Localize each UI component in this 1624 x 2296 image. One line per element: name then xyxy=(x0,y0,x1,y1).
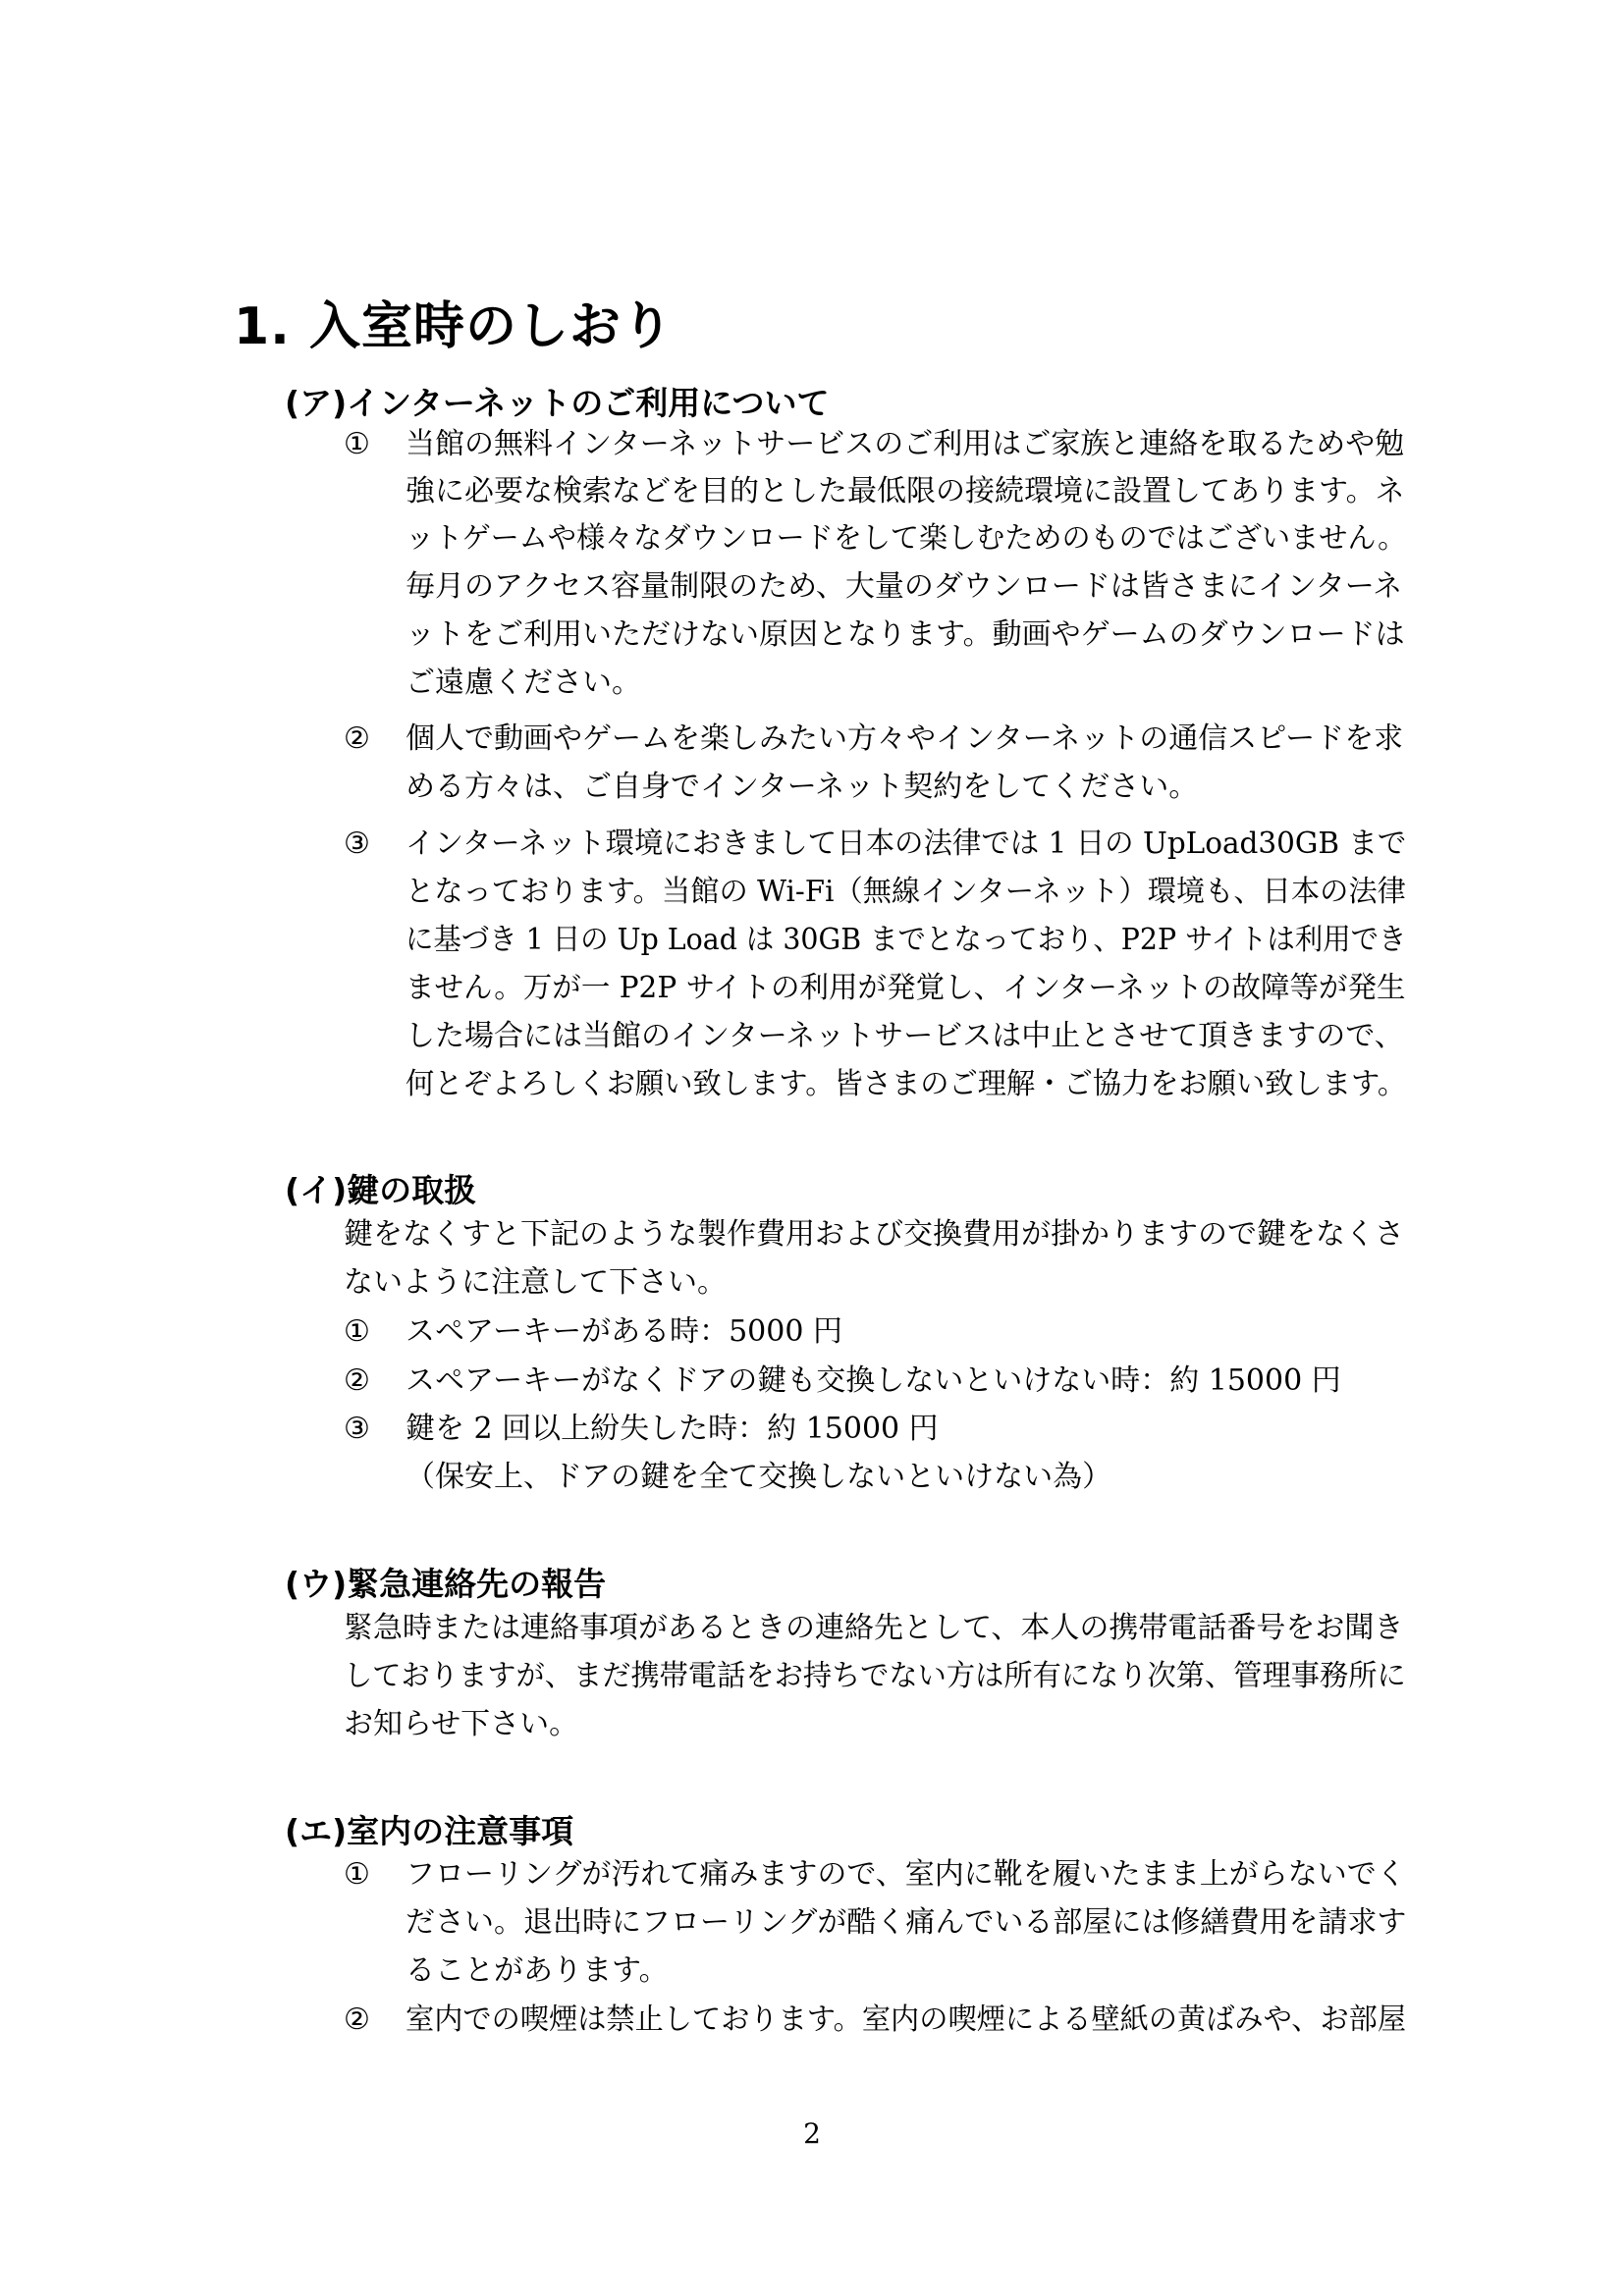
section-heading-emergency-contact: (ウ)緊急連絡先の報告 xyxy=(285,1565,607,1603)
text-line: ださい。退出時にフローリングが酷く痛んでいる部屋には修繕費用を請求す xyxy=(406,1905,1407,1940)
item-number: ① xyxy=(344,427,370,461)
section-heading-keys: (イ)鍵の取扱 xyxy=(285,1171,477,1209)
text-line: ットをご利用いただけない原因となります。動画やゲームのダウンロードは xyxy=(406,617,1405,652)
text-line: ットゲームや様々なダウンロードをして楽しむためのものではございません。 xyxy=(406,521,1407,556)
text-line: ご遠慮ください。 xyxy=(406,666,641,700)
text-line: スペアーキーがある時：5000 円 xyxy=(406,1314,842,1349)
text-line: となっております。当館の Wi-Fi（無線インターネット）環境も、日本の法律 xyxy=(406,875,1406,909)
text-line: 室内での喫煙は禁止しております。室内の喫煙による壁紙の黄ばみや、お部屋 xyxy=(406,2002,1407,2037)
text-line: （保安上、ドアの鍵を全て交換しないといけない為） xyxy=(406,1460,1112,1494)
item-number: ① xyxy=(344,1857,370,1892)
text-line: フローリングが汚れて痛みますので、室内に靴を履いたまま上がらないでく xyxy=(406,1857,1406,1892)
text-line: ません。万が一 P2P サイトの利用が発覚し、インターネットの故障等が発生 xyxy=(406,971,1406,1005)
text-line: インターネット環境におきまして日本の法律では 1 日の UpLoad30GB まで xyxy=(406,827,1407,861)
text-line: した場合には当館のインターネットサービスは中止とさせて頂きますので、 xyxy=(406,1019,1404,1053)
text-line: 個人で動画やゲームを楽しみたい方々やインターネットの通信スピードを求 xyxy=(406,721,1404,756)
text-line: に基づき 1 日の Up Load は 30GB までとなっており、P2P サイトは利用でき xyxy=(406,923,1407,957)
page-title: 1. 入室時のしおり xyxy=(234,297,675,356)
text-line: 何とぞよろしくお願い致します。皆さまのご理解・ご協力をお願い致します。 xyxy=(406,1067,1407,1101)
text-line: ないように注意して下さい。 xyxy=(344,1265,727,1300)
section-heading-internet: (ア)インターネットのご利用について xyxy=(285,384,830,422)
text-line: 当館の無料インターネットサービスのご利用はご家族と連絡を取るためや勉 xyxy=(406,427,1405,461)
text-line: 強に必要な検索などを目的とした最低限の接続環境に設置してあります。ネ xyxy=(406,474,1405,508)
text-line: お知らせ下さい。 xyxy=(344,1707,579,1741)
text-line: スペアーキーがなくドアの鍵も交換しないといけない時：約 15000 円 xyxy=(406,1363,1341,1398)
text-line: 毎月のアクセス容量制限のため、大量のダウンロードは皆さまにインターネ xyxy=(406,569,1403,604)
item-number: ② xyxy=(344,1363,370,1398)
item-number: ① xyxy=(344,1314,370,1349)
text-line: 緊急時または連絡事項があるときの連絡先として、本人の携帯電話番号をお聞き xyxy=(344,1611,1404,1645)
text-line: 鍵をなくすと下記のような製作費用および交換費用が掛かりますので鍵をなくさ xyxy=(344,1217,1404,1252)
text-line: 鍵を 2 回以上紛失した時：約 15000 円 xyxy=(406,1412,939,1446)
item-number: ③ xyxy=(344,1412,370,1446)
text-line: める方々は、ご自身でインターネット契約をしてください。 xyxy=(406,770,1199,804)
item-number: ② xyxy=(344,2002,370,2037)
text-line: ることがあります。 xyxy=(406,1953,669,1988)
page-number: 2 xyxy=(803,2117,821,2150)
item-number: ② xyxy=(344,721,370,756)
section-heading-room-notes: (エ)室内の注意事項 xyxy=(285,1812,574,1850)
item-number: ③ xyxy=(344,827,370,861)
text-line: しておりますが、まだ携帯電話をお持ちでない方は所有になり次第、管理事務所に xyxy=(344,1659,1406,1693)
